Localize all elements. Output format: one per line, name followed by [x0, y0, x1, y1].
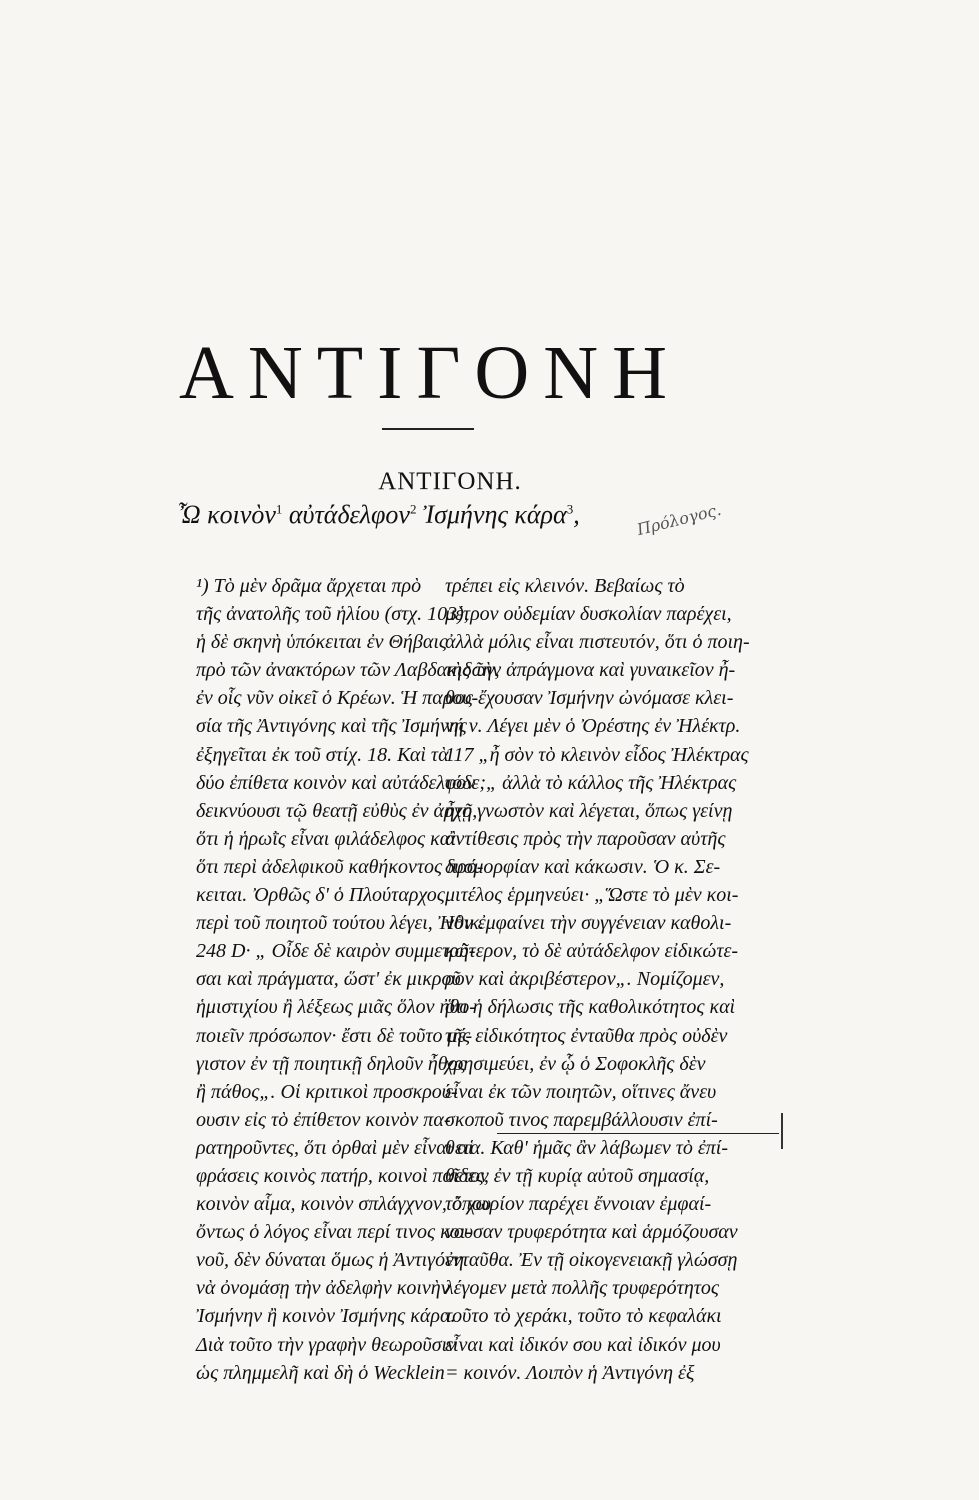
right-column-line: τρέπει εἰς κλεινόν. Βεβαίως τὸ [445, 575, 685, 597]
right-column-line: τῆς εἰδικότητος ἐνταῦθα πρὸς οὐδὲν [445, 1024, 728, 1047]
right-column-line: ἦτο γνωστὸν καὶ λέγεται, ὅπως γείνῃ [445, 799, 733, 822]
verse-part-1: Ὦ κοινὸν [178, 500, 276, 529]
right-column-line: ρον καὶ ἀκριβέστερον„. Νομίζομεν, [445, 968, 725, 991]
note-mark-3: 3 [566, 501, 574, 517]
left-column-line: ἡμιστιχίου ἢ λέξεως μιᾶς ὅλον ἠθο- [196, 996, 476, 1019]
left-column-line: ὄντως ὁ λόγος εἶναι περί τινος κοι- [196, 1221, 472, 1244]
right-column-line: νὸν ἐμφαίνει τὴν συγγένειαν καθολι- [445, 912, 732, 935]
left-column-line: Ἰσμήνην ἢ κοινὸν Ἰσμήνης κάρα. [196, 1305, 456, 1328]
handwritten-margin-note: Πρόλογος. [634, 499, 724, 540]
footnote-left-column [196, 572, 500, 1387]
right-column-line: 117 „ἦ σὸν τὸ κλεινὸν εἶδος Ἠλέκτρας [445, 743, 749, 766]
left-column-line: ὅτι περὶ ἀδελφικοῦ καθήκοντος πρό- [196, 855, 484, 878]
pencil-bracket-mark [781, 1113, 783, 1149]
right-column-line: εἶναι ἐκ τῶν ποιητῶν, οἵτινες ἄνευ [445, 1080, 717, 1103]
left-column-line: ἐν οἷς νῦν οἰκεῖ ὁ Κρέων. Ἡ παρου- [196, 687, 479, 710]
right-column-line: ἀντίθεσις πρὸς τὴν παροῦσαν αὐτῆς [445, 827, 726, 850]
right-column-line: εἶναι καὶ ἰδικόν σου καὶ ἰδικόν μου [445, 1333, 721, 1356]
right-column-line: κώτερον, τὸ δὲ αὐτάδελφον εἰδικώτε- [445, 940, 739, 963]
note-mark-1: 1 [275, 501, 283, 517]
left-column-line: ὡς πλημμελῆ καὶ δὴ ὁ Wecklein [196, 1361, 445, 1384]
right-column-line: χρησιμεύει, ἐν ᾧ ὁ Σοφοκλῆς δὲν [445, 1052, 706, 1075]
right-column-line: τὴς τὴν ἀπράγμονα καὶ γυναικεῖον ἦ- [445, 659, 736, 682]
right-column-line: ἀλλὰ μόλις εἶναι πιστευτόν, ὅτι ὁ ποιη- [445, 631, 750, 654]
left-column-line: νοῦ, δὲν δύναται ὅμως ἡ Ἀντιγόνη [196, 1249, 464, 1272]
left-column-line: ποιεῖν πρόσωπον· ἔστι δὲ τοῦτο μέ- [196, 1024, 473, 1047]
left-column-line: ἢ πάθος„. Οἱ κριτικοὶ προσκρού- [196, 1080, 458, 1103]
pencil-underline [497, 1133, 779, 1134]
right-column-line: τόδε;„ ἀλλὰ τὸ κάλλος τῆς Ἠλέκτρας [445, 771, 737, 794]
right-column-line: νουσαν τρυφερότητα καὶ ἁρμόζουσαν [445, 1221, 738, 1244]
right-column-line: θος ἔχουσαν Ἰσμήνην ὠνόμασε κλει- [445, 687, 734, 710]
right-column-line: νή ν. Λέγει μὲν ὁ Ὀρέστης ἐν Ἠλέκτρ. [445, 715, 741, 738]
left-column-line: γιστον ἐν τῇ ποιητικῇ δηλοῦν ἦθος [196, 1052, 466, 1075]
left-column-line: κοινὸν αἷμα, κοινὸν σπλάγχνον, ὅπου [196, 1193, 492, 1216]
right-column-line: θετον ἐν τῇ κυρίᾳ αὐτοῦ σημασίᾳ, [445, 1164, 710, 1187]
right-column-line: λέγομεν μετὰ πολλῆς τρυφερότητος [445, 1277, 720, 1300]
left-column-line: σαι καὶ πράγματα, ὥστ' ἐκ μικροῦ [196, 968, 461, 991]
left-column-line: ἐξηγεῖται ἐκ τοῦ στίχ. 18. Καὶ τὰ [196, 743, 449, 766]
left-column-line: 248 D· „ Οἶδε δὲ καιρὸν συμμετρῆ- [196, 940, 476, 963]
right-column-line: ἐνταῦθα. Ἐν τῇ οἰκογενειακῇ γλώσσῃ [445, 1249, 738, 1272]
right-column-line: μέτρον οὐδεμίαν δυσκολίαν παρέχει, [445, 603, 732, 626]
left-column-line: νὰ ὀνομάσῃ τὴν ἀδελφὴν κοινὴν [196, 1277, 450, 1300]
left-column-line: περὶ τοῦ ποιητοῦ τούτου λέγει, Ἠθικ. [196, 912, 485, 935]
left-column-line: ¹) Τὸ μὲν δρᾶμα ἄρχεται πρὸ [196, 575, 422, 597]
note-mark-2: 2 [409, 501, 417, 517]
page-title: ΑΝΤΙΓΟΝΗ [178, 331, 682, 415]
right-column-line: δυσμορφίαν καὶ κάκωσιν. Ὁ κ. Σε- [445, 855, 721, 878]
right-column-line: μιτέλος ἑρμηνεύει· „Ὥστε τὸ μὲν κοι- [445, 884, 739, 907]
left-column-line: ἡ δὲ σκηνὴ ὑπόκειται ἐν Θήβαις [196, 631, 447, 654]
verse-part-3: Ἰσμήνης κάρα [422, 500, 567, 529]
left-column-line: δύο ἐπίθετα κοινὸν καὶ αὐτάδελφον [196, 771, 475, 794]
speaker-name: ΑΝΤΙΓΟΝΗ. [378, 468, 522, 495]
footnote-right-column [445, 572, 769, 1387]
left-column-line: σία τῆς Ἀντιγόνης καὶ τῆς Ἰσμήνης [196, 715, 467, 738]
left-column-line: πρὸ τῶν ἀνακτόρων τῶν Λαβδακιδῶν, [196, 659, 500, 682]
right-column-line: ὅτι ἡ δήλωσις τῆς καθολικότητος καὶ [445, 996, 736, 1019]
right-column-line: θετα. Καθ' ἡμᾶς ἂν λάβωμεν τὸ ἐπί- [445, 1136, 728, 1159]
verse-line: Ὦ κοινὸν$^1$ αὐτάδελφον$^2$ Ἰσμήνης κάρα$^3$, [178, 500, 580, 529]
right-column-line: = κοινόν. Λοιπὸν ἡ Ἀντιγόνη ἐξ [445, 1361, 695, 1384]
left-column-line: κειται. Ὀρθῶς δ' ὁ Πλούταρχος [196, 884, 445, 907]
right-column-line: τὸ χωρίον παρέχει ἔννοιαν ἐμφαί- [445, 1193, 712, 1216]
right-column-line: σκοποῦ τινος παρεμβάλλουσιν ἐπί- [445, 1108, 718, 1131]
verse-part-2: αὐτάδελφον [288, 500, 410, 529]
right-column-line: τοῦτο τὸ χεράκι, τοῦτο τὸ κεφαλάκι [445, 1305, 722, 1328]
left-column-line: φράσεις κοινὸς πατήρ, κοινοὶ παῖδες, [196, 1164, 489, 1187]
left-column-line: ρατηροῦντες, ὅτι ὀρθαὶ μὲν εἶναι αἱ [196, 1136, 474, 1159]
left-column-line: δεικνύουσι τῷ θεατῇ εὐθὺς ἐν ἀρχῇ, [196, 799, 478, 822]
left-column-line: ουσιν εἰς τὸ ἐπίθετον κοινὸν πα- [196, 1108, 451, 1131]
left-column-line: τῆς ἀνατολῆς τοῦ ἡλίου (στχ. 103), [196, 603, 469, 626]
left-column-line: Διὰ τοῦτο τὴν γραφὴν θεωροῦσιν [196, 1333, 456, 1356]
title-rule [382, 428, 474, 430]
left-column-line: ὅτι ἡ ἡρωῒς εἶναι φιλάδελφος καὶ [196, 827, 456, 850]
